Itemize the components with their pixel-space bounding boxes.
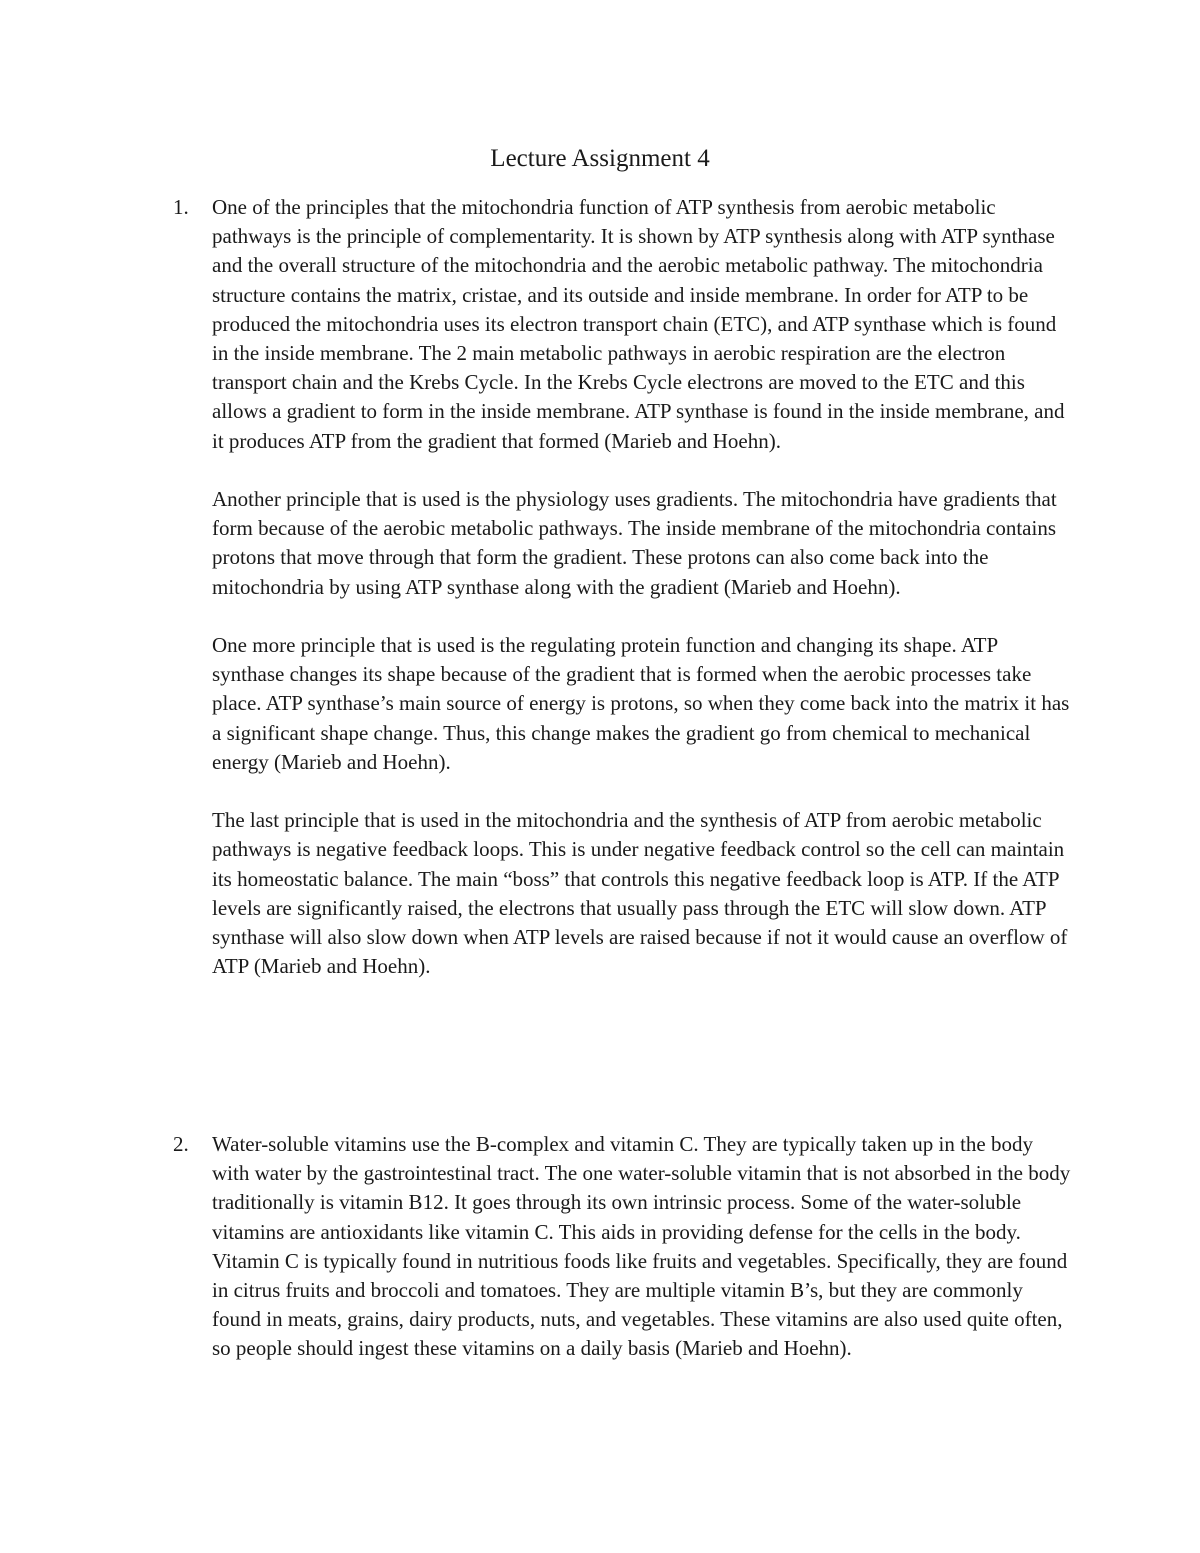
list-item-body: [212, 193, 1072, 981]
paragraph: The last principle that is used in the mitochondria and the synthesis of ATP from aerobic metabolic pathways is negative feedback loops. This is under negative feedback control so the cell can maintain its homeostatic balance. The main “boss” that controls this negative feedback loop is ATP. If the ATP levels are significantly raised, the electrons that usually pass through the ETC will slow down. ATP synthase will also slow down when ATP levels are raised because if not it would cause an overflow of ATP (Marieb and Hoehn).: [212, 808, 1068, 979]
paragraph: Water-soluble vitamins use the B-complex and vitamin C. They are typically taken up in the body with water by the gastrointestinal tract. The one water-soluble vitamin that is not absorbed in the body traditionally is vitamin B12. It goes through its own intrinsic process. Some of the water-soluble vitamins are antioxidants like vitamin C. This aids in providing defense for the cells in the body. Vitamin C is typically found in nutritious foods like fruits and vegetables. Specifically, they are found in citrus fruits and broccoli and tomatoes. They are multiple vitamin B’s, but they are commonly found in meats, grains, dairy products, nuts, and vegetables. These vitamins are also used quite often, so people should ingest these vitamins on a daily basis (Marieb and Hoehn).: [212, 1132, 1071, 1361]
document-title: Lecture Assignment 4: [490, 145, 710, 172]
list-item-number: 1.: [173, 195, 189, 219]
list-item-body: [212, 1130, 1072, 1364]
paragraph: One more principle that is used is the regulating protein function and changing its shape. ATP synthase changes its shape because of the gradient that is formed when the aerobic processes take place. ATP synthase’s main source of energy is protons, so when they come back into the matrix it has a significant shape change. Thus, this change makes the gradient go from chemical to mechanical energy (Marieb and Hoehn).: [212, 633, 1070, 774]
paragraph: Another principle that is used is the physiology uses gradients. The mitochondria have gradients that form because of the aerobic metabolic pathways. The inside membrane of the mitochondria contains protons that move through that form the gradient. These protons can also come back into the mitochondria by using ATP synthase along with the gradient (Marieb and Hoehn).: [212, 487, 1057, 599]
list-item-number: 2.: [173, 1132, 189, 1156]
paragraph: One of the principles that the mitochondria function of ATP synthesis from aerobic metabolic pathways is the principle of complementarity. It is shown by ATP synthesis along with ATP synthase and the overall structure of the mitochondria and the aerobic metabolic pathway. The mitochondria structure contains the matrix, cristae, and its outside and inside membrane. In order for ATP to be produced the mitochondria uses its electron transport chain (ETC), and ATP synthase which is found in the inside membrane. The 2 main metabolic pathways in aerobic respiration are the electron transport chain and the Krebs Cycle. In the Krebs Cycle electrons are moved to the ETC and this allows a gradient to form in the inside membrane. ATP synthase is found in the inside membrane, and it produces ATP from the gradient that formed (Marieb and Hoehn).: [212, 195, 1065, 453]
